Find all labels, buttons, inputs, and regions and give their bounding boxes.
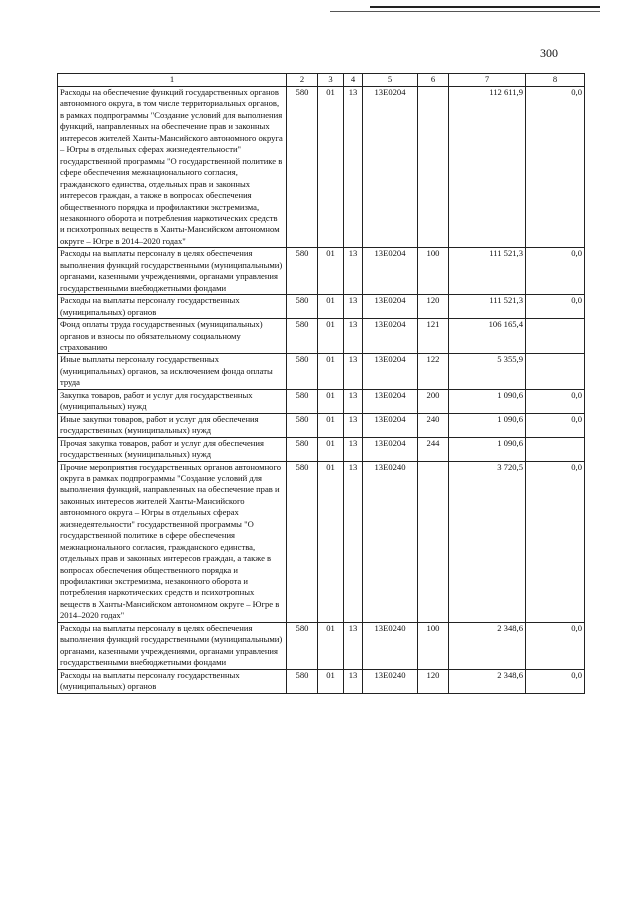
amount-extra: 0,0 [526, 248, 585, 295]
expense-name: Иные выплаты персоналу государственных (муниципальных) органов, за исключением фонда оплаты труда [58, 354, 287, 389]
amount: 2 348,6 [449, 622, 526, 669]
subsection-code: 13 [344, 319, 363, 354]
expense-type: 122 [418, 354, 449, 389]
amount-extra: 0,0 [526, 87, 585, 248]
amount-extra: 0,0 [526, 669, 585, 693]
expense-name: Закупка товаров, работ и услуг для государственных (муниципальных) нужд [58, 389, 287, 413]
amount-extra: 0,0 [526, 389, 585, 413]
admin-code: 580 [287, 461, 318, 622]
amount: 112 611,9 [449, 87, 526, 248]
expense-type: 244 [418, 437, 449, 461]
header-cell: 3 [318, 74, 344, 87]
target-article: 13Е0240 [363, 669, 418, 693]
amount: 1 090,6 [449, 413, 526, 437]
header-cell: 1 [58, 74, 287, 87]
table-row [58, 295, 585, 319]
target-article: 13Е0204 [363, 319, 418, 354]
table-row [58, 389, 585, 413]
expense-name: Фонд оплаты труда государственных (муниципальных) органов и взносы по обязательному социальному страхованию [58, 319, 287, 354]
target-article: 13Е0204 [363, 437, 418, 461]
amount: 111 521,3 [449, 248, 526, 295]
header-cell: 4 [344, 74, 363, 87]
expense-type: 100 [418, 248, 449, 295]
expense-name: Расходы на выплаты персоналу в целях обеспечения выполнения функций государственными (муниципальными) органами, казенными учреждениями, органами управления государственными внебюджетными фондами [58, 622, 287, 669]
expense-type: 121 [418, 319, 449, 354]
header-cell: 5 [363, 74, 418, 87]
admin-code: 580 [287, 354, 318, 389]
amount: 5 355,9 [449, 354, 526, 389]
expense-type: 240 [418, 413, 449, 437]
subsection-code: 13 [344, 413, 363, 437]
target-article: 13Е0204 [363, 295, 418, 319]
header-cell: 8 [526, 74, 585, 87]
admin-code: 580 [287, 319, 318, 354]
amount: 3 720,5 [449, 461, 526, 622]
amount: 106 165,4 [449, 319, 526, 354]
amount-extra: 0,0 [526, 461, 585, 622]
section-code: 01 [318, 87, 344, 248]
expense-type: 200 [418, 389, 449, 413]
amount-extra: 0,0 [526, 622, 585, 669]
top-rule [370, 6, 600, 8]
subsection-code: 13 [344, 437, 363, 461]
expense-type: 100 [418, 622, 449, 669]
table-row [58, 669, 585, 693]
section-code: 01 [318, 437, 344, 461]
amount: 111 521,3 [449, 295, 526, 319]
table-row [58, 437, 585, 461]
admin-code: 580 [287, 248, 318, 295]
section-code: 01 [318, 669, 344, 693]
subsection-code: 13 [344, 389, 363, 413]
section-code: 01 [318, 622, 344, 669]
target-article: 13Е0204 [363, 354, 418, 389]
section-code: 01 [318, 413, 344, 437]
header-row [58, 74, 585, 87]
table-row [58, 87, 585, 248]
target-article: 13Е0204 [363, 87, 418, 248]
subsection-code: 13 [344, 248, 363, 295]
expense-type: 120 [418, 669, 449, 693]
amount-extra: 0,0 [526, 413, 585, 437]
top-rule-thin [330, 11, 600, 12]
target-article: 13Е0240 [363, 622, 418, 669]
expense-name: Расходы на выплаты персоналу в целях обеспечения выполнения функций государственными (муниципальными) органами, казенными учреждениями, органами управления государственными внебюджетными фондами [58, 248, 287, 295]
section-code: 01 [318, 295, 344, 319]
admin-code: 580 [287, 622, 318, 669]
target-article: 13Е0204 [363, 389, 418, 413]
page-number: 300 [540, 46, 558, 60]
amount-extra: 0,0 [526, 295, 585, 319]
expense-type: 120 [418, 295, 449, 319]
table-row [58, 622, 585, 669]
table-row [58, 319, 585, 354]
subsection-code: 13 [344, 354, 363, 389]
table-row [58, 354, 585, 389]
section-code: 01 [318, 319, 344, 354]
header-cell: 7 [449, 74, 526, 87]
expense-name: Расходы на обеспечение функций государственных органов автономного округа, в том числе территориальных органов, в рамках подпрограммы "Создание условий для выполнения функций, направленных на обеспечение прав и законных интересов жителей Ханты-Мансийского автономного округа – Югры в отдельных сферах жизнедеятельности" государственной программы "О государственной политике в сфере обеспечения межнационального согласия, гражданского единства, отдельных прав и законных интересов граждан, а также в вопросах обеспечения общественного порядка и профилактики экстремизма, незаконного оборота и потребления наркотических средств и психотропных веществ в Ханты-Мансийском автономном округе – Югре в 2014–2020 годах" [58, 87, 287, 248]
expense-type [418, 87, 449, 248]
section-code: 01 [318, 461, 344, 622]
budget-table [57, 73, 585, 694]
expense-type [418, 461, 449, 622]
admin-code: 580 [287, 413, 318, 437]
admin-code: 580 [287, 389, 318, 413]
section-code: 01 [318, 389, 344, 413]
table-row [58, 413, 585, 437]
expense-name: Прочая закупка товаров, работ и услуг для обеспечения государственных (муниципальных) нужд [58, 437, 287, 461]
admin-code: 580 [287, 87, 318, 248]
expense-name: Расходы на выплаты персоналу государственных (муниципальных) органов [58, 669, 287, 693]
amount-extra [526, 354, 585, 389]
expense-name: Расходы на выплаты персоналу государственных (муниципальных) органов [58, 295, 287, 319]
target-article: 13Е0204 [363, 248, 418, 295]
amount-extra [526, 319, 585, 354]
table-row [58, 461, 585, 622]
expense-name: Прочие мероприятия государственных органов автономного округа в рамках подпрограммы "Создание условий для выполнения функций, направленных на обеспечение прав и законных интересов жителей Ханты-Мансийского автономного округа – Югры в отдельных сферах жизнедеятельности" государственной программы "О государственной политике в сфере обеспечения межнационального согласия, гражданского единства, отдельных прав и законных интересов граждан, а также в вопросах обеспечения общественного порядка и профилактики экстремизма, незаконного оборота и потребления наркотических средств и психотропных веществ в Ханты-Мансийском автономном округе – Югре в 2014–2020 годах" [58, 461, 287, 622]
section-code: 01 [318, 354, 344, 389]
expense-name: Иные закупки товаров, работ и услуг для обеспечения государственных (муниципальных) нужд [58, 413, 287, 437]
amount: 1 090,6 [449, 389, 526, 413]
subsection-code: 13 [344, 461, 363, 622]
admin-code: 580 [287, 437, 318, 461]
table-row [58, 248, 585, 295]
subsection-code: 13 [344, 622, 363, 669]
amount: 1 090,6 [449, 437, 526, 461]
header-cell: 6 [418, 74, 449, 87]
subsection-code: 13 [344, 669, 363, 693]
target-article: 13Е0240 [363, 461, 418, 622]
admin-code: 580 [287, 669, 318, 693]
target-article: 13Е0204 [363, 413, 418, 437]
section-code: 01 [318, 248, 344, 295]
subsection-code: 13 [344, 295, 363, 319]
subsection-code: 13 [344, 87, 363, 248]
amount: 2 348,6 [449, 669, 526, 693]
header-cell: 2 [287, 74, 318, 87]
admin-code: 580 [287, 295, 318, 319]
amount-extra [526, 437, 585, 461]
